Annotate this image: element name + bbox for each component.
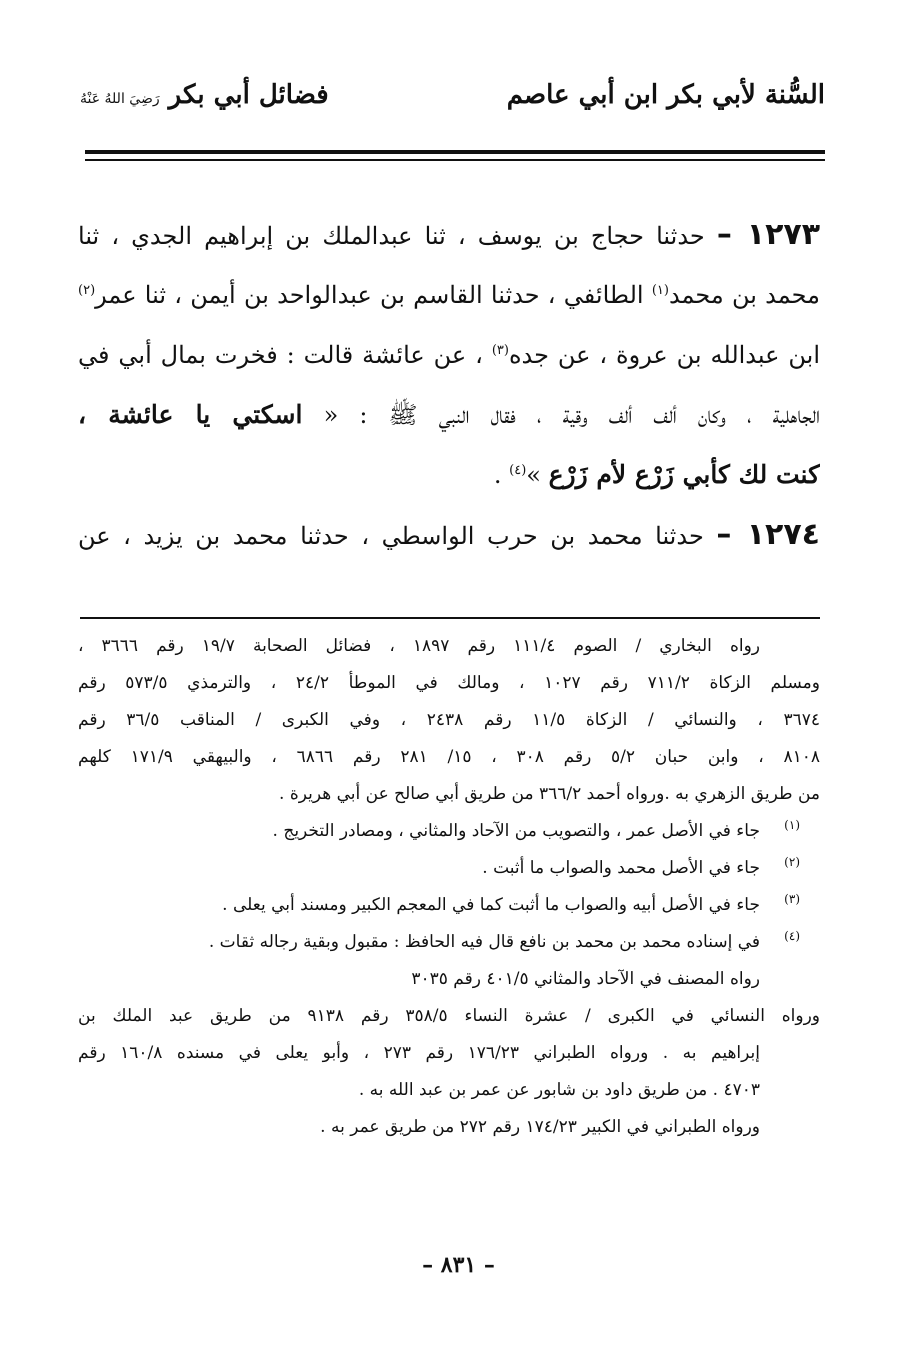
- footnote-mark: (٢): [784, 855, 800, 869]
- footnote-item-2: [78, 850, 820, 887]
- footnote-ref: (١): [651, 283, 669, 298]
- footnote-item-1: [78, 813, 820, 850]
- running-header: [80, 70, 825, 130]
- hadith-1273-line-2: [78, 265, 820, 325]
- header-rule-thin: [85, 159, 825, 161]
- hadith-1273-line-4: [78, 385, 820, 445]
- footnotes: [78, 628, 820, 1146]
- footnote-text: جاء في الأصل أبيه والصواب ما أثبت كما في المعجم الكبير ومسند أبي يعلى .: [222, 895, 760, 915]
- chapter-title: فضائل أبي بكر: [168, 80, 329, 110]
- hadith-1273-line-3: [78, 325, 820, 385]
- hadith-number: ١٢٧٤ –: [716, 517, 820, 552]
- text-segment: »: [526, 461, 541, 489]
- hadith-1273-line-5: [78, 445, 820, 505]
- text-segment: ابن عبدالله بن عروة ، عن جده: [508, 341, 820, 369]
- chapter-title-wrap: [80, 80, 329, 110]
- hadith-number: ١٢٧٣ –: [716, 217, 820, 252]
- footnote-ref: (٤): [509, 463, 527, 478]
- footnote-ref: (٢): [78, 283, 96, 298]
- book-title: السُّنة لأبي بكر ابن أبي عاصم: [506, 80, 825, 110]
- footnote-mark: (١): [784, 818, 800, 832]
- prophet-quote: اسكتي يا عائشة ،: [78, 400, 303, 429]
- footnote-line: رواه المصنف في الآحاد والمثاني ٤٠١/٥ رقم ٣٠٣٥: [411, 969, 760, 989]
- footnote-ref: (٣): [491, 343, 509, 358]
- main-text: [78, 205, 820, 565]
- footnote-item-4: [78, 924, 820, 961]
- honorific: رَضِيَ اللهُ عَنْهُ: [80, 91, 160, 107]
- hadith-1273-line-1: [78, 205, 820, 265]
- text-segment: ، عن عائشة قالت : فخرت بمال أبي في: [78, 341, 483, 369]
- footnote-line: ٤٧٠٣ . من طريق داود بن شابور عن عمر بن عبد الله به .: [358, 1080, 760, 1100]
- footnote-line: ورواه الطبراني في الكبير ١٧٤/٢٣ رقم ٢٧٢ من طريق عمر به .: [320, 1117, 760, 1137]
- text-segment: محمد بن محمد: [668, 281, 820, 309]
- text-segment: الجاهلية ، وكان ألف ألف وقية ، فقال النبي ﷺ : «: [323, 401, 820, 429]
- text-segment: حدثنا محمد بن حرب الواسطي ، حدثنا محمد بن يزيد ، عن: [78, 522, 704, 550]
- text-segment: الطائفي ، حدثنا القاسم بن عبدالواحد بن أيمن ، ثنا عمر: [95, 281, 644, 309]
- footnote-line: ٣٦٧٤ ، والنسائي / الزكاة ١١/٥ رقم ٢٤٣٨ ، وفي الكبرى / المناقب ٣٦/٥ رقم: [78, 710, 820, 730]
- footnote-line: رواه البخاري / الصوم ١١١/٤ رقم ١٨٩٧ ، فضائل الصحابة ١٩/٧ رقم ٣٦٦٦ ،: [78, 636, 760, 656]
- footnote-line: ورواه النسائي في الكبرى / عشرة النساء ٣٥٨/٥ رقم ٩١٣٨ من طريق عبد الملك بن: [78, 1006, 820, 1026]
- footnote-text: جاء في الأصل محمد والصواب ما أثبت .: [482, 858, 760, 878]
- hadith-1274-line-1: [78, 505, 820, 565]
- footnote-text: جاء في الأصل عمر ، والتصويب من الآحاد والمثاني ، ومصادر التخريج .: [272, 821, 760, 841]
- footnote-line: ومسلم الزكاة ٧١١/٢ رقم ١٠٢٧ ، ومالك في الموطأ ٢٤/٢ ، والترمذي ٥٧٣/٥ رقم: [78, 673, 820, 693]
- footnote-separator: [80, 617, 820, 619]
- text-segment: .: [493, 461, 502, 489]
- footnote-line: إبراهيم به . ورواه الطبراني ١٧٦/٢٣ رقم ٢٧٣ ، وأبو يعلى في مسنده ١٦٠/٨ رقم: [78, 1043, 760, 1063]
- page-number: – ٨٣١ –: [422, 1252, 495, 1278]
- footnote-line: من طريق الزهري به .ورواه أحمد ٣٦٦/٢ من طريق أبي صالح عن أبي هريرة .: [279, 784, 820, 804]
- footnote-mark: (٣): [784, 892, 800, 906]
- footnote-mark: (٤): [784, 929, 800, 943]
- text-segment: حدثنا حجاج بن يوسف ، ثنا عبدالملك بن إبراهيم الجدي ، ثنا: [78, 222, 705, 250]
- prophet-quote: كنت لك كأبي زَرْع لأم زَرْع: [548, 460, 820, 489]
- footnote-text: في إسناده محمد بن محمد بن نافع قال فيه الحافظ : مقبول وبقية رجاله ثقات .: [208, 932, 760, 952]
- footnote-item-3: [78, 887, 820, 924]
- header-rule-thick: [85, 150, 825, 154]
- footnote-line: ٨١٠٨ ، وابن حبان ٥/٢ رقم ٣٠٨ ، ١٥/ ٢٨١ رقم ٦٨٦٦ ، والبيهقي ١٧١/٩ كلهم: [78, 747, 820, 767]
